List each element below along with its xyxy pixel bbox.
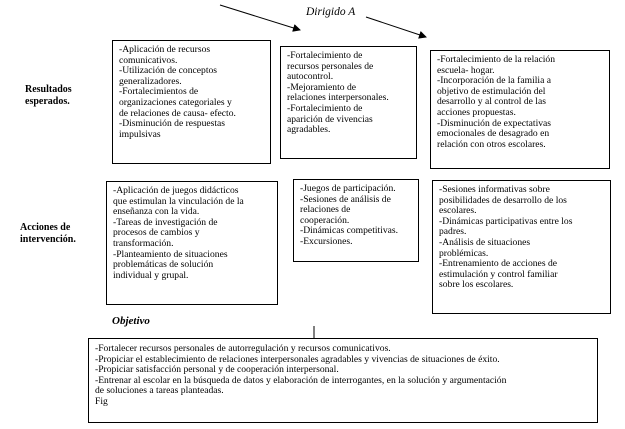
box-line: escolares.	[439, 205, 477, 217]
box-line: desarrollo y al control de las	[437, 96, 546, 108]
box-line: recursos personales de	[287, 60, 374, 72]
box-line: generalizadores.	[119, 75, 182, 87]
resultados-label	[25, 84, 72, 108]
box-line: -Mejoramiento de	[287, 81, 356, 93]
box-line: -Utilización de conceptos	[119, 65, 218, 77]
box-line: -Entrenamiento de acciones de	[439, 258, 558, 270]
box-line: -Sesiones de análisis de	[300, 193, 391, 205]
box-line: aparición de vivencias	[287, 113, 373, 125]
accion-box-2	[293, 179, 419, 262]
acciones-label	[20, 222, 76, 246]
resultados-label-line: esperados.	[25, 96, 70, 107]
figure-footer: Fig	[95, 395, 108, 407]
box-line: -Fortalecer recursos personales de autorregulación y recursos comunicativos.	[95, 343, 391, 354]
box-line: -Aplicación de juegos didácticos	[113, 185, 239, 196]
box-line: agradables.	[287, 124, 331, 136]
objetivo-label: Objetivo	[112, 315, 150, 327]
resultado-box-2	[280, 46, 417, 159]
box-line: escuela- hogar.	[437, 64, 495, 76]
box-line: -Juegos de participación.	[300, 183, 396, 194]
box-line: individual y grupal.	[113, 269, 189, 281]
acciones-label-line: intervención.	[20, 234, 76, 245]
box-line: sobre los escolares.	[439, 279, 514, 291]
arrow-left	[220, 5, 300, 30]
box-line: -Fortalecimiento de	[287, 50, 363, 61]
dirigido-label: Dirigido A	[306, 6, 356, 18]
resultado-box-1	[112, 40, 271, 164]
accion-box-1	[106, 181, 278, 305]
box-line: -Sesiones informativas sobre	[439, 184, 550, 195]
box-line: objetivo de estimulación del	[437, 85, 546, 97]
box-line: -Disminución de expectativas	[437, 117, 552, 129]
box-line: transformación.	[113, 237, 174, 249]
box-line: organizaciones categoriales y	[119, 96, 232, 108]
box-line: enseñanza con la vida.	[113, 206, 200, 218]
box-line: -Propiciar satisfacción personal y de cooperación interpersonal.	[95, 364, 339, 376]
box-line: -Fortalecimientos de	[119, 86, 199, 98]
box-line: cooperación.	[300, 214, 350, 226]
box-line: autocontrol.	[287, 71, 334, 83]
resultado-box-3	[430, 50, 610, 169]
box-line: -Fortalecimiento de la relación	[437, 54, 556, 65]
accion-box-3	[432, 180, 611, 314]
box-line: relación con otros escolares.	[437, 138, 546, 150]
box-line: -Fortalecimiento de	[287, 102, 363, 114]
box-line: -Dinámicas participativas entre los	[439, 215, 573, 227]
arrow-right	[366, 17, 426, 37]
box-line: emocionales de desagrado en	[437, 128, 550, 140]
box-line: -Disminución de respuestas	[119, 118, 226, 130]
box-line: problémicas.	[439, 247, 489, 259]
box-line: -Excursiones.	[300, 235, 353, 247]
box-line: procesos de cambios y	[113, 227, 200, 239]
box-line: -Propiciar el establecimiento de relaciones interpersonales agradables y vivencias de situaciones de éxito.	[95, 353, 500, 365]
box-line: problemáticas de solución	[113, 259, 214, 271]
box-line: comunicativos.	[119, 54, 178, 66]
box-line: -Entrenar al escolar en la búsqueda de datos y elaboración de interrogantes, en la solución y argumentación	[95, 374, 507, 386]
box-line: de relaciones de causa- efecto.	[119, 107, 236, 119]
acciones-label-line: Acciones de	[20, 222, 71, 233]
box-line: -Dinámicas competitivas.	[300, 225, 399, 237]
box-line: -Tareas de investigación de	[113, 216, 218, 228]
box-line: de soluciones a tareas planteadas.	[95, 385, 224, 397]
box-line: -Planteamiento de situaciones	[113, 248, 228, 260]
box-line: estimulación y control familiar	[439, 268, 558, 280]
resultados-label-line: Resultados	[25, 84, 72, 95]
box-line: -Incorporación de la familia a	[437, 75, 552, 87]
box-line: posibilidades de desarrollo de los	[439, 194, 567, 206]
box-line: impulsivas	[119, 128, 161, 140]
box-line: acciones propuestas.	[437, 106, 516, 118]
box-line: relaciones de	[300, 204, 351, 216]
box-line: -Aplicación de recursos	[119, 44, 211, 55]
box-line: -Análisis de situaciones	[439, 236, 531, 248]
objetivo-box	[88, 338, 598, 423]
box-line: padres.	[439, 226, 467, 238]
box-line: que estimulan la vinculación de la	[113, 195, 244, 207]
box-line: relaciones interpersonales.	[287, 92, 389, 104]
